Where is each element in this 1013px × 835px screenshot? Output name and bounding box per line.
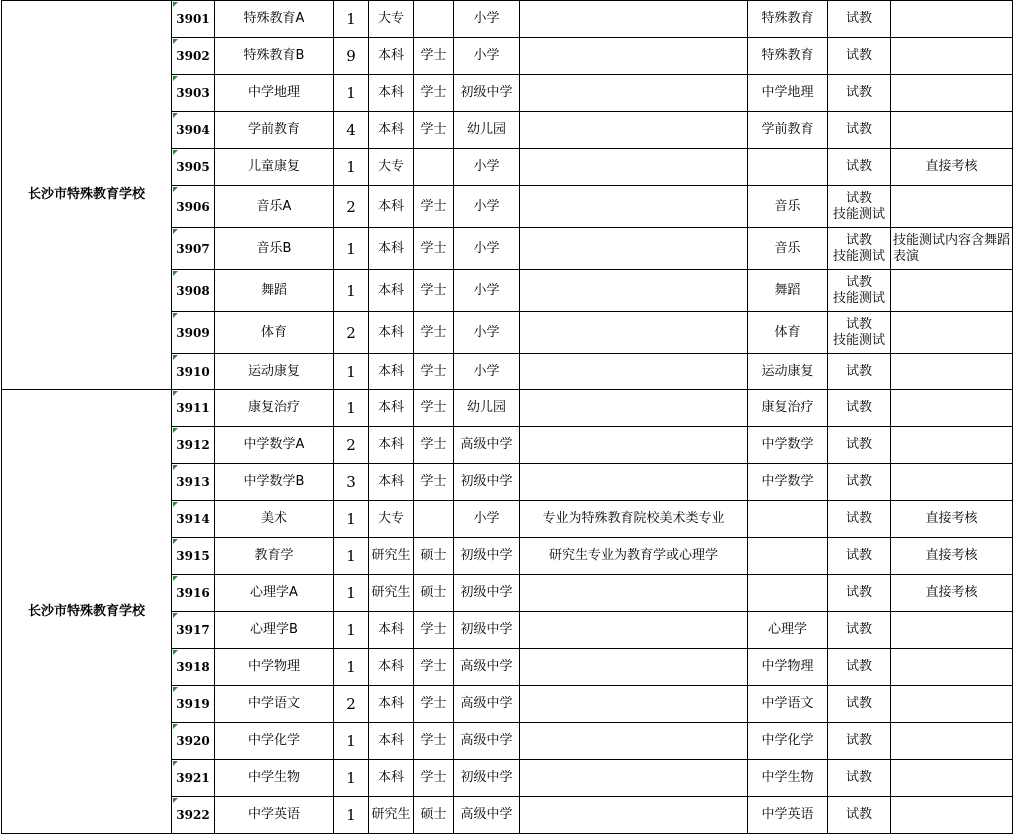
post-code-cell: 3914 (172, 501, 215, 538)
exam-cell (828, 575, 891, 612)
remark-cell: 直接考核 (891, 149, 1013, 186)
post-name-cell: 音乐B (215, 228, 334, 270)
exam-item: 试教 (845, 363, 872, 379)
school-section-cell: 初级中学 (454, 612, 520, 649)
school-section-cell: 初级中学 (454, 538, 520, 575)
exam-cell (828, 390, 891, 427)
headcount-cell: 2 (334, 686, 369, 723)
post-code-cell: 3912 (172, 427, 215, 464)
major-cell: 中学数学 (748, 464, 828, 501)
degree-cell: 学士 (414, 186, 454, 228)
post-name-cell: 学前教育 (215, 112, 334, 149)
post-name-cell: 中学数学B (215, 464, 334, 501)
post-name-cell: 中学语文 (215, 686, 334, 723)
exam-item: 试教 (845, 474, 872, 489)
education-cell: 本科 (369, 760, 414, 797)
degree-cell: 学士 (414, 390, 454, 427)
exam-item: 试教 (845, 400, 872, 415)
headcount-cell: 1 (334, 575, 369, 612)
exam-item: 试教 (845, 733, 872, 748)
requirement-cell (520, 686, 748, 723)
headcount-cell: 1 (334, 270, 369, 312)
school-section-cell: 高级中学 (454, 797, 520, 834)
exam-item: 试教 (845, 274, 872, 290)
degree-cell: 学士 (414, 649, 454, 686)
requirement-cell: 研究生专业为教育学或心理学 (520, 538, 748, 575)
education-cell: 本科 (369, 464, 414, 501)
headcount-cell: 1 (334, 649, 369, 686)
post-code-cell: 3901 (172, 1, 215, 38)
exam-cell (828, 354, 891, 390)
remark-cell: 直接考核 (891, 501, 1013, 538)
school-section-cell: 幼儿园 (454, 390, 520, 427)
major-cell: 特殊教育 (748, 1, 828, 38)
education-cell: 本科 (369, 427, 414, 464)
education-cell: 研究生 (369, 575, 414, 612)
exam-item: 试教 (845, 232, 872, 248)
requirement-cell (520, 427, 748, 464)
exam-cell (828, 797, 891, 834)
education-cell: 本科 (369, 354, 414, 390)
exam-item: 试教 (845, 622, 872, 637)
exam-item: 试教 (845, 437, 872, 452)
remark-cell (891, 38, 1013, 75)
remark-cell (891, 686, 1013, 723)
education-cell: 本科 (369, 390, 414, 427)
school-section-cell: 高级中学 (454, 723, 520, 760)
degree-cell: 学士 (414, 38, 454, 75)
exam-cell (828, 501, 891, 538)
headcount-cell: 1 (334, 228, 369, 270)
education-cell: 本科 (369, 312, 414, 354)
exam-item: 试教 (845, 696, 872, 711)
exam-item: 试教 (845, 770, 872, 785)
post-code-cell: 3919 (172, 686, 215, 723)
exam-item: 试教 (845, 659, 872, 674)
post-name-cell: 舞蹈 (215, 270, 334, 312)
remark-cell (891, 354, 1013, 390)
degree-cell: 学士 (414, 228, 454, 270)
exam-cell (828, 723, 891, 760)
exam-cell (828, 228, 891, 270)
school-section-cell: 小学 (454, 228, 520, 270)
post-name-cell: 教育学 (215, 538, 334, 575)
requirement-cell (520, 186, 748, 228)
headcount-cell: 1 (334, 390, 369, 427)
exam-cell (828, 312, 891, 354)
remark-cell (891, 390, 1013, 427)
education-cell: 本科 (369, 186, 414, 228)
degree-cell: 学士 (414, 760, 454, 797)
post-code-cell: 3902 (172, 38, 215, 75)
requirement-cell (520, 270, 748, 312)
post-name-cell: 特殊教育A (215, 1, 334, 38)
post-code-cell: 3915 (172, 538, 215, 575)
post-code-cell: 3903 (172, 75, 215, 112)
exam-item: 试教 (845, 511, 872, 526)
education-cell: 大专 (369, 1, 414, 38)
school-section-cell: 小学 (454, 1, 520, 38)
exam-item: 试教 (845, 159, 872, 174)
education-cell: 大专 (369, 501, 414, 538)
major-cell: 康复治疗 (748, 390, 828, 427)
headcount-cell: 1 (334, 354, 369, 390)
exam-cell (828, 464, 891, 501)
education-cell: 本科 (369, 75, 414, 112)
degree-cell (414, 501, 454, 538)
degree-cell: 学士 (414, 464, 454, 501)
exam-item: 试教 (845, 48, 872, 63)
table-row (2, 1, 1013, 38)
school-section-cell: 小学 (454, 270, 520, 312)
exam-cell (828, 427, 891, 464)
major-cell: 中学数学 (748, 427, 828, 464)
requirement-cell: 专业为特殊教育院校美术类专业 (520, 501, 748, 538)
requirement-cell (520, 149, 748, 186)
requirement-cell (520, 312, 748, 354)
exam-cell (828, 270, 891, 312)
exam-item: 试教 (845, 190, 872, 206)
exam-cell (828, 649, 891, 686)
major-cell: 中学物理 (748, 649, 828, 686)
education-cell: 研究生 (369, 797, 414, 834)
post-name-cell: 中学数学A (215, 427, 334, 464)
school-section-cell: 小学 (454, 149, 520, 186)
remark-cell (891, 464, 1013, 501)
post-code-cell: 3907 (172, 228, 215, 270)
headcount-cell: 3 (334, 464, 369, 501)
degree-cell: 学士 (414, 270, 454, 312)
education-cell: 本科 (369, 686, 414, 723)
post-name-cell: 特殊教育B (215, 38, 334, 75)
post-name-cell: 美术 (215, 501, 334, 538)
school-section-cell: 高级中学 (454, 427, 520, 464)
post-name-cell: 中学物理 (215, 649, 334, 686)
school-section-cell: 高级中学 (454, 686, 520, 723)
degree-cell (414, 149, 454, 186)
remark-cell (891, 312, 1013, 354)
requirement-cell (520, 723, 748, 760)
headcount-cell: 1 (334, 538, 369, 575)
education-cell: 本科 (369, 649, 414, 686)
education-cell: 本科 (369, 723, 414, 760)
exam-item: 技能测试 (832, 248, 885, 264)
post-name-cell: 体育 (215, 312, 334, 354)
post-code-cell: 3916 (172, 575, 215, 612)
major-cell (748, 501, 828, 538)
remark-cell (891, 797, 1013, 834)
degree-cell: 学士 (414, 686, 454, 723)
remark-cell: 直接考核 (891, 538, 1013, 575)
major-cell: 心理学 (748, 612, 828, 649)
headcount-cell: 1 (334, 797, 369, 834)
post-name-cell: 中学地理 (215, 75, 334, 112)
remark-cell (891, 112, 1013, 149)
remark-cell (891, 723, 1013, 760)
requirement-cell (520, 612, 748, 649)
school-section-cell: 小学 (454, 38, 520, 75)
post-code-cell: 3906 (172, 186, 215, 228)
headcount-cell: 1 (334, 501, 369, 538)
headcount-cell: 4 (334, 112, 369, 149)
major-cell: 舞蹈 (748, 270, 828, 312)
post-code-cell: 3913 (172, 464, 215, 501)
education-cell: 本科 (369, 612, 414, 649)
table-body (2, 1, 1013, 834)
post-code-cell: 3905 (172, 149, 215, 186)
post-name-cell: 中学英语 (215, 797, 334, 834)
remark-cell (891, 75, 1013, 112)
requirement-cell (520, 1, 748, 38)
post-code-cell: 3917 (172, 612, 215, 649)
exam-item: 技能测试 (832, 290, 885, 306)
exam-item: 试教 (845, 585, 872, 600)
headcount-cell: 1 (334, 149, 369, 186)
table-row (2, 390, 1013, 427)
degree-cell: 硕士 (414, 575, 454, 612)
education-cell: 本科 (369, 38, 414, 75)
headcount-cell: 2 (334, 312, 369, 354)
major-cell: 中学地理 (748, 75, 828, 112)
major-cell (748, 149, 828, 186)
unit-name-cell: 长沙市特殊教育学校 (2, 1, 172, 390)
education-cell: 本科 (369, 270, 414, 312)
exam-cell (828, 112, 891, 149)
exam-cell (828, 760, 891, 797)
remark-cell (891, 186, 1013, 228)
remark-cell (891, 1, 1013, 38)
unit-name-cell: 长沙市特殊教育学校 (2, 390, 172, 834)
exam-item: 试教 (845, 548, 872, 563)
post-name-cell: 康复治疗 (215, 390, 334, 427)
requirement-cell (520, 464, 748, 501)
major-cell: 中学生物 (748, 760, 828, 797)
exam-cell (828, 1, 891, 38)
major-cell (748, 575, 828, 612)
exam-item: 试教 (845, 11, 872, 26)
school-section-cell: 初级中学 (454, 75, 520, 112)
school-section-cell: 初级中学 (454, 575, 520, 612)
requirement-cell (520, 390, 748, 427)
degree-cell: 学士 (414, 354, 454, 390)
headcount-cell: 1 (334, 723, 369, 760)
education-cell: 大专 (369, 149, 414, 186)
exam-cell (828, 686, 891, 723)
post-name-cell: 心理学A (215, 575, 334, 612)
remark-cell (891, 427, 1013, 464)
degree-cell: 学士 (414, 112, 454, 149)
headcount-cell: 1 (334, 75, 369, 112)
school-section-cell: 小学 (454, 501, 520, 538)
exam-cell (828, 75, 891, 112)
exam-cell (828, 612, 891, 649)
degree-cell: 学士 (414, 75, 454, 112)
remark-cell: 直接考核 (891, 575, 1013, 612)
post-code-cell: 3920 (172, 723, 215, 760)
headcount-cell: 1 (334, 1, 369, 38)
school-section-cell: 小学 (454, 186, 520, 228)
major-cell: 学前教育 (748, 112, 828, 149)
requirement-cell (520, 797, 748, 834)
headcount-cell: 1 (334, 612, 369, 649)
degree-cell: 硕士 (414, 538, 454, 575)
major-cell: 中学语文 (748, 686, 828, 723)
post-code-cell: 3909 (172, 312, 215, 354)
requirement-cell (520, 575, 748, 612)
exam-cell (828, 538, 891, 575)
post-code-cell: 3911 (172, 390, 215, 427)
major-cell: 中学英语 (748, 797, 828, 834)
degree-cell (414, 1, 454, 38)
major-cell: 运动康复 (748, 354, 828, 390)
remark-cell (891, 612, 1013, 649)
requirement-cell (520, 354, 748, 390)
post-name-cell: 中学生物 (215, 760, 334, 797)
school-section-cell: 幼儿园 (454, 112, 520, 149)
headcount-cell: 2 (334, 186, 369, 228)
post-name-cell: 心理学B (215, 612, 334, 649)
major-cell (748, 538, 828, 575)
major-cell: 特殊教育 (748, 38, 828, 75)
headcount-cell: 1 (334, 760, 369, 797)
requirement-cell (520, 649, 748, 686)
exam-item: 试教 (845, 807, 872, 822)
remark-cell: 技能测试内容含舞蹈表演 (891, 228, 1013, 270)
post-code-cell: 3908 (172, 270, 215, 312)
exam-item: 试教 (845, 85, 872, 100)
requirement-cell (520, 38, 748, 75)
post-code-cell: 3921 (172, 760, 215, 797)
recruitment-table (1, 0, 1013, 834)
headcount-cell: 9 (334, 38, 369, 75)
post-code-cell: 3918 (172, 649, 215, 686)
post-name-cell: 中学化学 (215, 723, 334, 760)
post-code-cell: 3904 (172, 112, 215, 149)
degree-cell: 学士 (414, 612, 454, 649)
remark-cell (891, 649, 1013, 686)
remark-cell (891, 760, 1013, 797)
school-section-cell: 高级中学 (454, 649, 520, 686)
school-section-cell: 初级中学 (454, 464, 520, 501)
education-cell: 本科 (369, 228, 414, 270)
degree-cell: 硕士 (414, 797, 454, 834)
major-cell: 音乐 (748, 186, 828, 228)
major-cell: 体育 (748, 312, 828, 354)
exam-cell (828, 186, 891, 228)
exam-cell (828, 149, 891, 186)
post-name-cell: 音乐A (215, 186, 334, 228)
degree-cell: 学士 (414, 312, 454, 354)
exam-item: 试教 (845, 316, 872, 332)
major-cell: 中学化学 (748, 723, 828, 760)
requirement-cell (520, 760, 748, 797)
headcount-cell: 2 (334, 427, 369, 464)
exam-cell (828, 38, 891, 75)
requirement-cell (520, 112, 748, 149)
major-cell: 音乐 (748, 228, 828, 270)
school-section-cell: 初级中学 (454, 760, 520, 797)
remark-cell (891, 270, 1013, 312)
education-cell: 本科 (369, 112, 414, 149)
post-code-cell: 3910 (172, 354, 215, 390)
post-code-cell: 3922 (172, 797, 215, 834)
education-cell: 研究生 (369, 538, 414, 575)
post-name-cell: 儿童康复 (215, 149, 334, 186)
school-section-cell: 小学 (454, 312, 520, 354)
degree-cell: 学士 (414, 723, 454, 760)
degree-cell: 学士 (414, 427, 454, 464)
exam-item: 技能测试 (832, 206, 885, 222)
school-section-cell: 小学 (454, 354, 520, 390)
requirement-cell (520, 75, 748, 112)
exam-item: 试教 (845, 122, 872, 137)
requirement-cell (520, 228, 748, 270)
exam-item: 技能测试 (832, 332, 885, 348)
post-name-cell: 运动康复 (215, 354, 334, 390)
